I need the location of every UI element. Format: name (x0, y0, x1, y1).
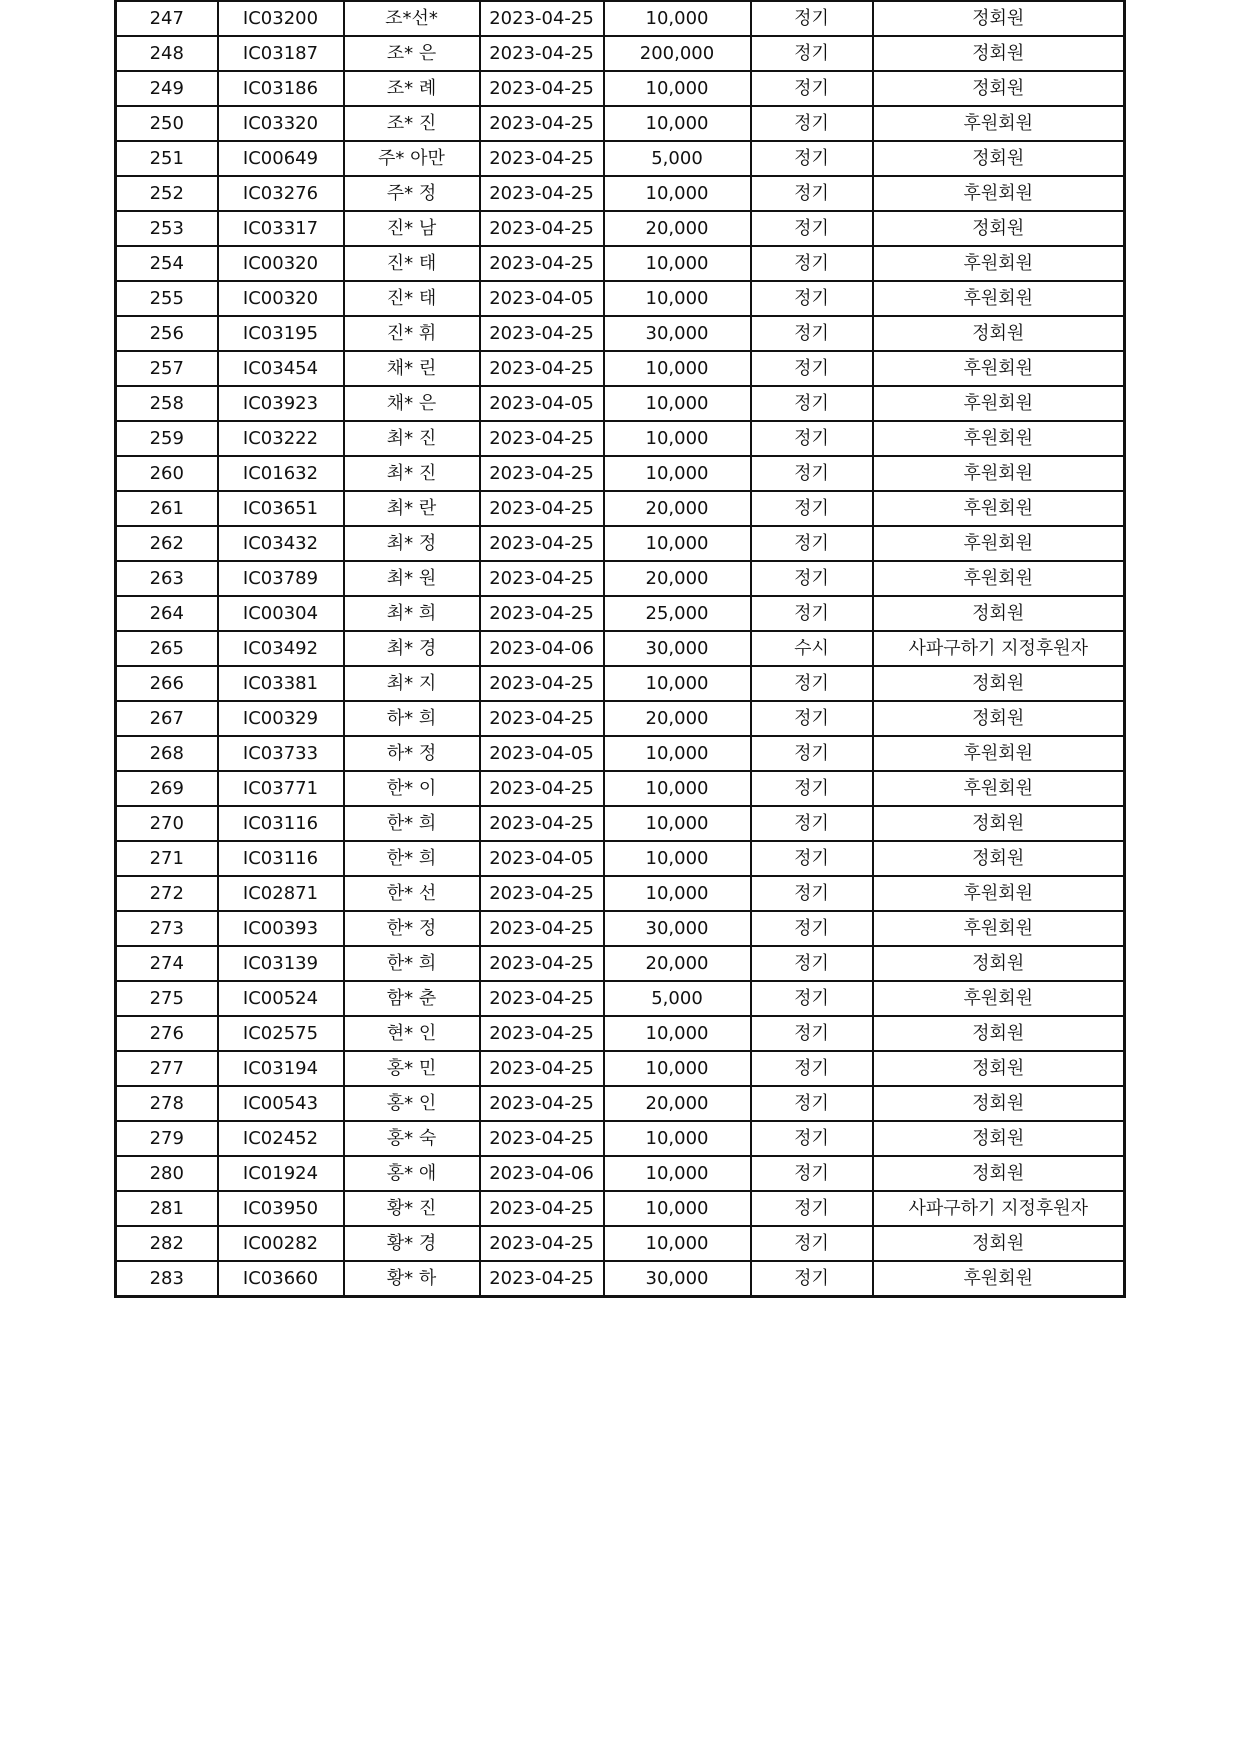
donor-name-cell: 한* 희 (344, 806, 480, 841)
donation-type-cell: 정기 (751, 36, 873, 71)
table-row (116, 176, 1125, 211)
table-row (116, 666, 1125, 701)
donation-type-cell: 정기 (751, 701, 873, 736)
donor-name-cell: 채* 은 (344, 386, 480, 421)
donation-amount-cell: 10,000 (604, 1051, 751, 1086)
table-row (116, 1121, 1125, 1156)
member-code-cell: IC03733 (218, 736, 344, 771)
donor-name-cell: 최* 경 (344, 631, 480, 666)
donation-type-cell: 정기 (751, 981, 873, 1016)
member-category-cell: 정회원 (873, 71, 1125, 106)
row-number-cell: 266 (116, 666, 218, 701)
member-category-cell: 후원회원 (873, 526, 1125, 561)
donor-name-cell: 한* 희 (344, 946, 480, 981)
row-number-cell: 280 (116, 1156, 218, 1191)
row-number-cell: 262 (116, 526, 218, 561)
member-category-cell: 후원회원 (873, 176, 1125, 211)
table-row (116, 106, 1125, 141)
row-number-cell: 259 (116, 421, 218, 456)
donation-date-cell: 2023-04-25 (480, 806, 604, 841)
table-row (116, 36, 1125, 71)
member-code-cell: IC03771 (218, 771, 344, 806)
member-category-cell: 사파구하기 지정후원자 (873, 631, 1125, 666)
member-code-cell: IC03432 (218, 526, 344, 561)
donor-name-cell: 한* 희 (344, 841, 480, 876)
member-code-cell: IC03276 (218, 176, 344, 211)
donor-name-cell: 진* 남 (344, 211, 480, 246)
donor-name-cell: 황* 진 (344, 1191, 480, 1226)
member-category-cell: 후원회원 (873, 736, 1125, 771)
member-category-cell: 후원회원 (873, 106, 1125, 141)
table-row (116, 211, 1125, 246)
row-number-cell: 249 (116, 71, 218, 106)
donation-amount-cell: 30,000 (604, 911, 751, 946)
donation-type-cell: 정기 (751, 421, 873, 456)
donor-name-cell: 조*선* (344, 1, 480, 36)
donation-amount-cell: 20,000 (604, 211, 751, 246)
table-row (116, 806, 1125, 841)
member-code-cell: IC00320 (218, 246, 344, 281)
member-code-cell: IC01632 (218, 456, 344, 491)
donation-type-cell: 정기 (751, 246, 873, 281)
table-row (116, 1261, 1125, 1297)
donor-name-cell: 하* 희 (344, 701, 480, 736)
row-number-cell: 255 (116, 281, 218, 316)
member-code-cell: IC02871 (218, 876, 344, 911)
ledger-body (116, 1, 1125, 1297)
row-number-cell: 277 (116, 1051, 218, 1086)
member-code-cell: IC02452 (218, 1121, 344, 1156)
row-number-cell: 247 (116, 1, 218, 36)
donation-date-cell: 2023-04-25 (480, 1121, 604, 1156)
member-code-cell: IC03186 (218, 71, 344, 106)
donor-name-cell: 한* 정 (344, 911, 480, 946)
member-code-cell: IC03116 (218, 841, 344, 876)
row-number-cell: 272 (116, 876, 218, 911)
donation-type-cell: 정기 (751, 456, 873, 491)
donor-name-cell: 주* 정 (344, 176, 480, 211)
donation-amount-cell: 20,000 (604, 701, 751, 736)
donor-ledger-table (114, 0, 1126, 1298)
donation-date-cell: 2023-04-25 (480, 1086, 604, 1121)
member-code-cell: IC00329 (218, 701, 344, 736)
donation-date-cell: 2023-04-05 (480, 736, 604, 771)
donor-name-cell: 진* 태 (344, 246, 480, 281)
donation-type-cell: 정기 (751, 561, 873, 596)
donation-type-cell: 정기 (751, 911, 873, 946)
donor-name-cell: 황* 하 (344, 1261, 480, 1297)
table-row (116, 701, 1125, 736)
donation-type-cell: 정기 (751, 316, 873, 351)
donation-amount-cell: 20,000 (604, 491, 751, 526)
member-category-cell: 정회원 (873, 806, 1125, 841)
row-number-cell: 265 (116, 631, 218, 666)
donor-name-cell: 채* 린 (344, 351, 480, 386)
donation-amount-cell: 10,000 (604, 876, 751, 911)
member-category-cell: 정회원 (873, 1086, 1125, 1121)
row-number-cell: 273 (116, 911, 218, 946)
donor-name-cell: 함* 춘 (344, 981, 480, 1016)
donation-date-cell: 2023-04-25 (480, 666, 604, 701)
donation-type-cell: 정기 (751, 526, 873, 561)
donation-amount-cell: 5,000 (604, 141, 751, 176)
donation-amount-cell: 10,000 (604, 421, 751, 456)
donation-type-cell: 수시 (751, 631, 873, 666)
donation-amount-cell: 10,000 (604, 1226, 751, 1261)
table-row (116, 596, 1125, 631)
member-category-cell: 후원회원 (873, 386, 1125, 421)
donation-type-cell: 정기 (751, 876, 873, 911)
donation-type-cell: 정기 (751, 386, 873, 421)
donor-name-cell: 진* 휘 (344, 316, 480, 351)
donation-date-cell: 2023-04-25 (480, 701, 604, 736)
table-row (116, 421, 1125, 456)
table-row (116, 841, 1125, 876)
donor-name-cell: 최* 진 (344, 421, 480, 456)
donation-date-cell: 2023-04-05 (480, 386, 604, 421)
table-row (116, 876, 1125, 911)
donation-type-cell: 정기 (751, 596, 873, 631)
donation-type-cell: 정기 (751, 1086, 873, 1121)
row-number-cell: 281 (116, 1191, 218, 1226)
member-code-cell: IC03950 (218, 1191, 344, 1226)
donor-name-cell: 홍* 민 (344, 1051, 480, 1086)
member-code-cell: IC03320 (218, 106, 344, 141)
table-row (116, 386, 1125, 421)
table-row (116, 246, 1125, 281)
donor-name-cell: 조* 례 (344, 71, 480, 106)
donor-name-cell: 한* 이 (344, 771, 480, 806)
donation-amount-cell: 10,000 (604, 351, 751, 386)
donation-amount-cell: 30,000 (604, 631, 751, 666)
table-row (116, 141, 1125, 176)
member-code-cell: IC00524 (218, 981, 344, 1016)
member-code-cell: IC00304 (218, 596, 344, 631)
donation-date-cell: 2023-04-25 (480, 71, 604, 106)
donation-date-cell: 2023-04-25 (480, 316, 604, 351)
donation-type-cell: 정기 (751, 1121, 873, 1156)
donation-amount-cell: 10,000 (604, 246, 751, 281)
member-code-cell: IC00393 (218, 911, 344, 946)
donor-name-cell: 최* 원 (344, 561, 480, 596)
row-number-cell: 251 (116, 141, 218, 176)
donation-date-cell: 2023-04-06 (480, 631, 604, 666)
donor-name-cell: 최* 희 (344, 596, 480, 631)
donor-name-cell: 조* 진 (344, 106, 480, 141)
donation-amount-cell: 10,000 (604, 71, 751, 106)
member-code-cell: IC03222 (218, 421, 344, 456)
donation-amount-cell: 10,000 (604, 1191, 751, 1226)
member-code-cell: IC03116 (218, 806, 344, 841)
member-code-cell: IC03195 (218, 316, 344, 351)
donation-date-cell: 2023-04-25 (480, 246, 604, 281)
donation-type-cell: 정기 (751, 1156, 873, 1191)
row-number-cell: 269 (116, 771, 218, 806)
table-row (116, 1191, 1125, 1226)
donation-date-cell: 2023-04-25 (480, 771, 604, 806)
table-row (116, 981, 1125, 1016)
table-row (116, 71, 1125, 106)
donation-type-cell: 정기 (751, 806, 873, 841)
donation-date-cell: 2023-04-25 (480, 1, 604, 36)
donation-type-cell: 정기 (751, 106, 873, 141)
donation-date-cell: 2023-04-25 (480, 141, 604, 176)
member-code-cell: IC03381 (218, 666, 344, 701)
donation-date-cell: 2023-04-25 (480, 1051, 604, 1086)
row-number-cell: 279 (116, 1121, 218, 1156)
member-code-cell: IC00649 (218, 141, 344, 176)
member-category-cell: 후원회원 (873, 246, 1125, 281)
row-number-cell: 274 (116, 946, 218, 981)
member-code-cell: IC01924 (218, 1156, 344, 1191)
donation-amount-cell: 10,000 (604, 106, 751, 141)
donor-name-cell: 최* 지 (344, 666, 480, 701)
donor-name-cell: 황* 경 (344, 1226, 480, 1261)
donor-name-cell: 최* 란 (344, 491, 480, 526)
member-category-cell: 정회원 (873, 946, 1125, 981)
row-number-cell: 283 (116, 1261, 218, 1297)
donation-type-cell: 정기 (751, 666, 873, 701)
member-category-cell: 정회원 (873, 316, 1125, 351)
row-number-cell: 260 (116, 456, 218, 491)
row-number-cell: 253 (116, 211, 218, 246)
row-number-cell: 267 (116, 701, 218, 736)
table-row (116, 1, 1125, 36)
donation-date-cell: 2023-04-25 (480, 176, 604, 211)
donation-date-cell: 2023-04-05 (480, 841, 604, 876)
donor-name-cell: 최* 진 (344, 456, 480, 491)
member-category-cell: 정회원 (873, 141, 1125, 176)
member-category-cell: 정회원 (873, 211, 1125, 246)
donation-date-cell: 2023-04-25 (480, 876, 604, 911)
donor-name-cell: 홍* 애 (344, 1156, 480, 1191)
table-row (116, 351, 1125, 386)
member-category-cell: 후원회원 (873, 911, 1125, 946)
donation-date-cell: 2023-04-25 (480, 351, 604, 386)
donation-type-cell: 정기 (751, 491, 873, 526)
donation-amount-cell: 10,000 (604, 806, 751, 841)
member-category-cell: 정회원 (873, 1226, 1125, 1261)
donation-amount-cell: 25,000 (604, 596, 751, 631)
table-row (116, 911, 1125, 946)
member-category-cell: 정회원 (873, 36, 1125, 71)
member-code-cell: IC02575 (218, 1016, 344, 1051)
donation-amount-cell: 30,000 (604, 1261, 751, 1297)
donation-type-cell: 정기 (751, 771, 873, 806)
member-category-cell: 후원회원 (873, 771, 1125, 806)
row-number-cell: 282 (116, 1226, 218, 1261)
donation-date-cell: 2023-04-25 (480, 526, 604, 561)
donation-type-cell: 정기 (751, 176, 873, 211)
member-code-cell: IC03651 (218, 491, 344, 526)
donation-type-cell: 정기 (751, 1, 873, 36)
member-code-cell: IC03200 (218, 1, 344, 36)
donation-type-cell: 정기 (751, 841, 873, 876)
table-row (116, 946, 1125, 981)
donation-type-cell: 정기 (751, 211, 873, 246)
donation-amount-cell: 20,000 (604, 1086, 751, 1121)
member-category-cell: 정회원 (873, 596, 1125, 631)
member-code-cell: IC03660 (218, 1261, 344, 1297)
donation-date-cell: 2023-04-25 (480, 1261, 604, 1297)
donation-amount-cell: 10,000 (604, 456, 751, 491)
donation-amount-cell: 200,000 (604, 36, 751, 71)
donation-date-cell: 2023-04-25 (480, 1226, 604, 1261)
member-category-cell: 후원회원 (873, 456, 1125, 491)
member-code-cell: IC03492 (218, 631, 344, 666)
donation-type-cell: 정기 (751, 1226, 873, 1261)
table-row (116, 316, 1125, 351)
table-row (116, 1226, 1125, 1261)
donation-amount-cell: 5,000 (604, 981, 751, 1016)
member-code-cell: IC03194 (218, 1051, 344, 1086)
row-number-cell: 275 (116, 981, 218, 1016)
member-code-cell: IC00320 (218, 281, 344, 316)
donation-amount-cell: 10,000 (604, 1016, 751, 1051)
member-category-cell: 정회원 (873, 1051, 1125, 1086)
donor-name-cell: 진* 태 (344, 281, 480, 316)
donor-name-cell: 홍* 인 (344, 1086, 480, 1121)
donation-amount-cell: 10,000 (604, 176, 751, 211)
donation-date-cell: 2023-04-25 (480, 491, 604, 526)
donation-date-cell: 2023-04-25 (480, 946, 604, 981)
table-row (116, 771, 1125, 806)
row-number-cell: 270 (116, 806, 218, 841)
member-category-cell: 사파구하기 지정후원자 (873, 1191, 1125, 1226)
member-category-cell: 후원회원 (873, 876, 1125, 911)
donation-amount-cell: 10,000 (604, 1121, 751, 1156)
member-code-cell: IC03789 (218, 561, 344, 596)
member-category-cell: 정회원 (873, 1016, 1125, 1051)
donation-amount-cell: 30,000 (604, 316, 751, 351)
member-category-cell: 정회원 (873, 666, 1125, 701)
donation-type-cell: 정기 (751, 351, 873, 386)
donation-date-cell: 2023-04-25 (480, 36, 604, 71)
member-category-cell: 후원회원 (873, 491, 1125, 526)
table-row (116, 631, 1125, 666)
row-number-cell: 268 (116, 736, 218, 771)
donation-amount-cell: 20,000 (604, 946, 751, 981)
row-number-cell: 254 (116, 246, 218, 281)
donation-date-cell: 2023-04-25 (480, 596, 604, 631)
member-category-cell: 정회원 (873, 701, 1125, 736)
donation-amount-cell: 10,000 (604, 736, 751, 771)
donor-name-cell: 한* 선 (344, 876, 480, 911)
row-number-cell: 271 (116, 841, 218, 876)
row-number-cell: 257 (116, 351, 218, 386)
donation-amount-cell: 10,000 (604, 1156, 751, 1191)
row-number-cell: 250 (116, 106, 218, 141)
member-category-cell: 정회원 (873, 1, 1125, 36)
donor-name-cell: 홍* 숙 (344, 1121, 480, 1156)
table-row (116, 1086, 1125, 1121)
table-row (116, 526, 1125, 561)
table-row (116, 491, 1125, 526)
donation-amount-cell: 10,000 (604, 526, 751, 561)
donation-date-cell: 2023-04-25 (480, 561, 604, 596)
row-number-cell: 248 (116, 36, 218, 71)
donor-name-cell: 최* 정 (344, 526, 480, 561)
donor-name-cell: 하* 정 (344, 736, 480, 771)
row-number-cell: 261 (116, 491, 218, 526)
table-row (116, 736, 1125, 771)
donation-date-cell: 2023-04-25 (480, 981, 604, 1016)
row-number-cell: 252 (116, 176, 218, 211)
donation-amount-cell: 10,000 (604, 841, 751, 876)
donation-date-cell: 2023-04-25 (480, 1191, 604, 1226)
row-number-cell: 278 (116, 1086, 218, 1121)
row-number-cell: 264 (116, 596, 218, 631)
donor-name-cell: 주* 아만 (344, 141, 480, 176)
donation-date-cell: 2023-04-25 (480, 911, 604, 946)
donation-amount-cell: 10,000 (604, 771, 751, 806)
member-category-cell: 후원회원 (873, 351, 1125, 386)
donation-amount-cell: 20,000 (604, 561, 751, 596)
member-category-cell: 후원회원 (873, 1261, 1125, 1297)
donation-date-cell: 2023-04-25 (480, 456, 604, 491)
donation-type-cell: 정기 (751, 141, 873, 176)
member-code-cell: IC03317 (218, 211, 344, 246)
member-code-cell: IC00543 (218, 1086, 344, 1121)
member-category-cell: 후원회원 (873, 281, 1125, 316)
donation-type-cell: 정기 (751, 1261, 873, 1297)
table-row (116, 1016, 1125, 1051)
table-row (116, 1156, 1125, 1191)
donation-date-cell: 2023-04-05 (480, 281, 604, 316)
member-category-cell: 후원회원 (873, 981, 1125, 1016)
donation-type-cell: 정기 (751, 736, 873, 771)
donation-date-cell: 2023-04-25 (480, 106, 604, 141)
donation-type-cell: 정기 (751, 71, 873, 106)
donation-amount-cell: 10,000 (604, 666, 751, 701)
donation-type-cell: 정기 (751, 1191, 873, 1226)
member-category-cell: 정회원 (873, 1156, 1125, 1191)
donation-date-cell: 2023-04-06 (480, 1156, 604, 1191)
donation-date-cell: 2023-04-25 (480, 211, 604, 246)
member-code-cell: IC03454 (218, 351, 344, 386)
donation-amount-cell: 10,000 (604, 386, 751, 421)
member-category-cell: 후원회원 (873, 561, 1125, 596)
member-code-cell: IC03187 (218, 36, 344, 71)
table-row (116, 281, 1125, 316)
donation-date-cell: 2023-04-25 (480, 1016, 604, 1051)
row-number-cell: 263 (116, 561, 218, 596)
member-code-cell: IC00282 (218, 1226, 344, 1261)
donor-name-cell: 현* 인 (344, 1016, 480, 1051)
member-category-cell: 정회원 (873, 1121, 1125, 1156)
donation-date-cell: 2023-04-25 (480, 421, 604, 456)
row-number-cell: 258 (116, 386, 218, 421)
donation-amount-cell: 10,000 (604, 1, 751, 36)
donation-type-cell: 정기 (751, 946, 873, 981)
table-row (116, 456, 1125, 491)
donation-type-cell: 정기 (751, 281, 873, 316)
row-number-cell: 276 (116, 1016, 218, 1051)
donation-type-cell: 정기 (751, 1016, 873, 1051)
donation-amount-cell: 10,000 (604, 281, 751, 316)
member-category-cell: 정회원 (873, 841, 1125, 876)
member-code-cell: IC03139 (218, 946, 344, 981)
donor-name-cell: 조* 은 (344, 36, 480, 71)
member-code-cell: IC03923 (218, 386, 344, 421)
table-row (116, 1051, 1125, 1086)
member-category-cell: 후원회원 (873, 421, 1125, 456)
donation-type-cell: 정기 (751, 1051, 873, 1086)
row-number-cell: 256 (116, 316, 218, 351)
table-row (116, 561, 1125, 596)
